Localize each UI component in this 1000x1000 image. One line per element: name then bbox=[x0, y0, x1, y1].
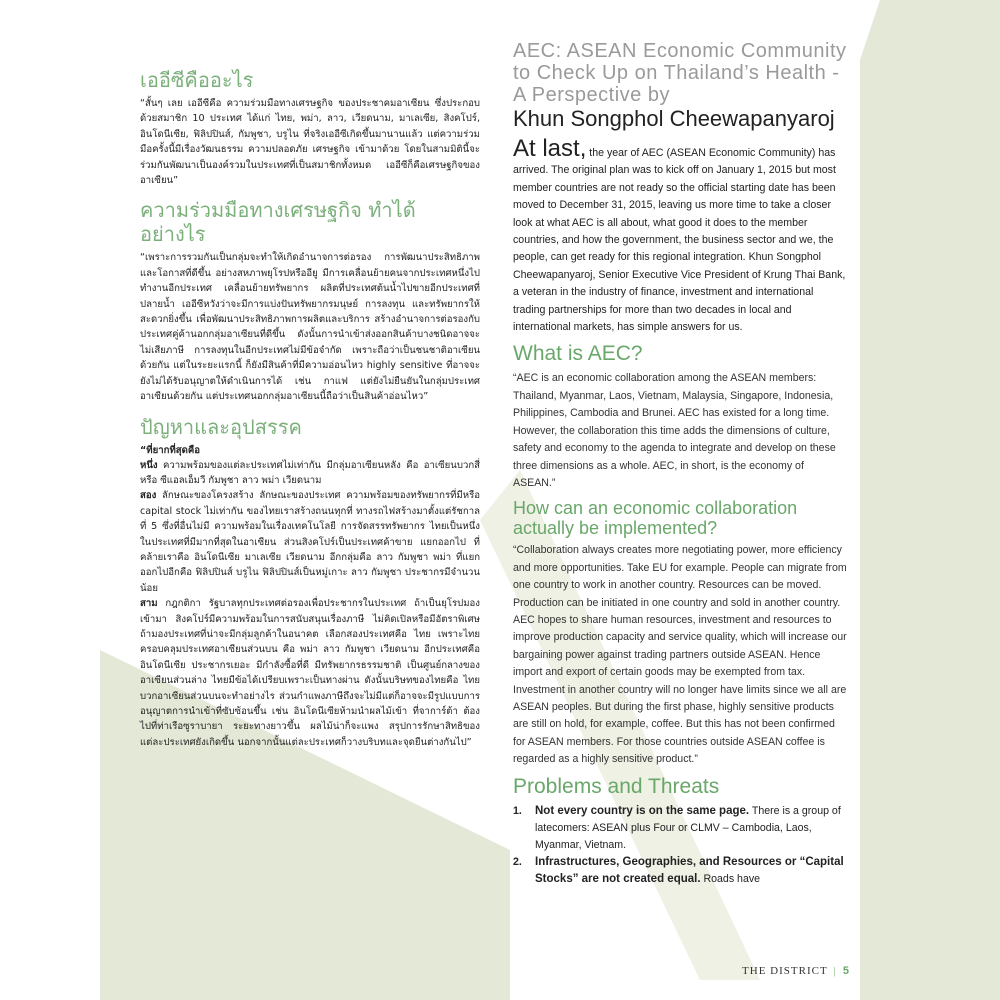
page-number: 5 bbox=[842, 965, 850, 977]
list-item-number: 2. bbox=[513, 855, 522, 868]
thai-problem-item-2 bbox=[140, 488, 480, 596]
list-item-text: Roads have bbox=[700, 872, 761, 885]
paragraph-what-is-aec: “AEC is an economic collaboration among the ASEAN members: Thailand, Myanmar, Laos, Vietnam, Malaysia, Singapore, Indonesia, Philippines, Cambodia and Brunei. AEC has existed for a long time. However, the collaboration this time adds the dimensions of culture, safety and economy to the agenda to integrate and develop on these three dimensions as a whole. AEC, in short, is the economy of ASEAN.” bbox=[513, 372, 836, 489]
lead-dropcap: At last, bbox=[513, 135, 587, 162]
thai-problem-item-3-lead: สาม bbox=[140, 598, 158, 610]
list-item-bold: Not every country is on the same page. bbox=[535, 804, 750, 817]
thai-column bbox=[140, 68, 480, 750]
problems-list-item bbox=[513, 803, 848, 854]
thai-problems-intro: “ที่ยากที่สุดคือ bbox=[140, 444, 201, 456]
lead-text: the year of AEC (ASEAN Economic Community) has arrived. The original plan was to kick off on January 1, 2015 but most member countries are not ready so the official starting date has been moved to December 31, 2015, leaving us more time to take a closer look at what AEC is all about, what good it does to the member countries, and how the government, the business sector and we, the people, can get ready for this regional integration. Khun Songphol Cheewapanyaroj, Senior Executive Vice President of Krung Thai Bank, a veteran in the industry of finance, investment and international trading partnerships for more than two decades in local and international markets, has simple answers for us. bbox=[513, 147, 846, 334]
thai-problem-item-3 bbox=[140, 596, 480, 750]
heading-collaboration: How can an economic collaboration actually be implemented? bbox=[513, 498, 798, 539]
article-author-name: Khun Songphol Cheewapanyaroj bbox=[513, 106, 835, 131]
thai-section-title-problems: ปัญหาและอุปสรรค bbox=[140, 414, 302, 439]
thai-problem-item-3-text: กฎกติกา รัฐบาลทุกประเทศต่อรองเพื่อประชากรในประเทศ ถ้าเป็นยุโรปมองเข้ามา สิงคโปร์มีความพร้อมในการสนับสนุนเรื่องภาษี ไม่คิดเปิลหรือมีอัตราพิเศษ ถ้ามองประเทศที่น่าจะมีกลุ่มลูกค้าในอนาคต เลือกสองประเทศคือ ไทย เพราะไทยครอบคลุมประเทศอาเซียนส่วนบน คือ พม่า ลาว กัมพูชา เวียดนาม อีกประเทศคือ อินโดนีเซีย ประชากรเยอะ มีกำลังซื้อที่ดี มีทรัพยากรธรรมชาติ เป็นศูนย์กลางของอาเซียนส่วนล่าง ไทยมีข้อได้เปรียบเพราะเป็นทางผ่าน ดังนั้นบริษทของไทยคือ ไทยบวกอาเซียนส่วนบนจะทำอย่างไร ส่วนกำแพงภาษีถึงจะไม่มีแต่ก็อาจจะมีรูปแบบการอนุญาตการนำเข้าที่ซับซ้อนขึ้น เช่น อินโดนีเซียห้ามนำผลไม้เข้า ที่จาการ์ต้า ต้องไปที่ท่าเรือซูราบายา ระยะทางยาวขึ้น ผลไม้น่าก็จะแพง สรุปการรักษาสิทธิของแต่ละประเทศยังเกิดขึ้น นอกจากนั้นแต่ละประเทศก็วางบริบทและจุดยืนต่างกันไป” bbox=[140, 598, 480, 748]
article-title: AEC: ASEAN Economic Community to Check Up on Thailand’s Health - A Perspective by bbox=[513, 40, 847, 106]
problems-list-item bbox=[513, 854, 848, 888]
problems-list bbox=[513, 803, 848, 888]
page-footer bbox=[742, 965, 850, 977]
thai-problem-item-2-text: ลักษณะของโครงสร้าง ลักษณะของประเทศ ความพร้อมของทรัพยากรที่มีหรือ capital stock ไม่เท่ากัน ของไทยเราสร้างถนนทุกที่ ทางรถไฟสร้างมาตั้งแต่รัชกาลที่ 5 ซึ่งที่อื่นไม่มี ความพร้อมในเรื่องเทคโนโลยี การจัดสรรทรัพยากร ไทยเป็นหนึ่งในประเทศที่มีมากที่สุดในอาเซียน ส่วนสิงคโปร์เป็นประเทศค้าขาย แยกออกไป ที่คล้ายเราคือ อินโดนีเซีย มาเลเซีย เวียดนาม อีกกลุ่มคือ ลาว กัมพูชา พม่า ที่แยกออกไปอีกคือ ฟิลิปปินส์ บรูไน ฟิลิปปินส์เป็นหมู่เกาะ ลาว กัมพูชา ประชากรมีจำนวนน้อย bbox=[140, 490, 480, 594]
thai-section-text-collaboration: “เพราะการรวมกันเป็นกลุ่มจะทำให้เกิดอำนาจการต่อรอง การพัฒนาประสิทธิภาพ และโอกาสที่ดีขึ้น อย่างสหภาพยุโรปหรืออียู มีการเคลื่อนย้ายคนจากประเทศหนึ่งไปทำงานอีกประเทศ เคลื่อนย้ายทรัพยากร ผลิตที่ประเทศต้นน้ำไปขายอีกประเทศที่ปลายน้ำ เออีซีหวังว่าจะมีการแบ่งปันทรัพยากรมนุษย์ การลงทุน และทรัพยากรให้สะดวกยิ่งขึ้น เพื่อพัฒนาประสิทธิภาพการผลิตและบริการ สร้างอำนาจการต่อรองกับประเทศคู่ค้านอกกลุ่มอาเซียนที่ดีขึ้น ดังนั้นการนำเข้าส่งออกสินค้าบางชนิดอาจจะไม่เสียภาษี การลงทุนในอีกประเทศไม่มีข้อจำกัด เพราะถือว่าเป็นชนชาติอาเซียนด้วยกัน แต่ในระยะแรกนี้ ก็ยังมีสินค้าที่มีความอ่อนไหว highly sensitive ที่อาจจะยังไม่ได้รับอนุญาตให้ดำเนินการได้ เช่น กาแฟ แต่ยังไม่ยืนยันในกลุ่มประเทศอาเซียนด้วยกัน แต่ประเทศนอกกลุ่มอาเซียนนี้ถือว่าเป็นสินค้าอ่อนไหว” bbox=[140, 252, 480, 403]
lead-paragraph bbox=[513, 135, 848, 336]
publication-name: THE DISTRICT bbox=[742, 965, 828, 977]
thai-problem-item-1 bbox=[140, 458, 480, 489]
thai-problem-item-1-lead: หนึ่ง bbox=[140, 459, 158, 471]
english-column bbox=[513, 40, 848, 888]
heading-problems: Problems and Threats bbox=[513, 774, 720, 798]
thai-problem-item-2-lead: สอง bbox=[140, 490, 157, 502]
footer-separator: | bbox=[833, 965, 837, 977]
thai-section-title-collaboration: ความร่วมมือทางเศรษฐกิจ ทำได้อย่างไร bbox=[140, 198, 416, 247]
thai-problem-item-1-text: ความพร้อมของแต่ละประเทศไม่เท่ากัน มีกลุ่มอาเซียนหลัง คือ อาเซียนบวกสี่ หรือ ซีแอลเอ็มวี กัมพูชา ลาว พม่า เวียดนาม bbox=[140, 459, 480, 486]
paragraph-collaboration: “Collaboration always creates more negotiating power, more efficiency and more opportunities. Take EU for example. People can migrate from one country to work in another country. Resources can be moved. Production can be initiated in one country and sold in another country. AEC hopes to share human resources, investment and resources to improve production capacity and service quality, which will increase our bargaining power against trading partners outside ASEAN. Hence import and export of certain goods may be exempted from tax. Investment in another country will no longer have limits since we all are ASEAN peoples. But during the first phase, highly sensitive products are still on hold, for example, coffee. But this has not been confirmed for ASEAN members. For those countries outside ASEAN coffee is regarded as a highly sensitive product.” bbox=[513, 544, 847, 766]
thai-section-title-what-is-aec: เออีซีคืออะไร bbox=[140, 68, 254, 92]
heading-what-is-aec: What is AEC? bbox=[513, 342, 643, 366]
list-item-number: 1. bbox=[513, 804, 522, 817]
list-item-bold: Infrastructures, Geographies, and Resources or “Capital Stocks” are not created equal. bbox=[535, 855, 844, 885]
thai-section-text-what-is-aec: “สั้นๆ เลย เออีซีคือ ความร่วมมือทางเศรษฐกิจ ของประชาคมอาเซียน ซึ่งประกอบด้วยสมาชิก 10 ประเทศ ได้แก่ ไทย, พม่า, ลาว, เวียดนาม, มาเลเซีย, สิงคโปร์, อินโดนีเซีย, ฟิลิปปินส์, กัมพูชา, บรูไน ที่จริงเออีซีเกิดขึ้นมานานแล้ว แต่ความร่วมมือครั้งนี้มีเรื่องวัฒนธรรม ความปลอดภัย เศรษฐกิจ เข้ามาด้วย โดยในสามมิตินี้จะร่วมกันพัฒนาเป็นองค์รวมในประเทศที่เป็นสมาชิกทั้งหมด เออีซีก็คือเศรษฐกิจของอาเซียน” bbox=[140, 98, 480, 187]
list-item-text: There is a group of latecomers: ASEAN plus Four or CLMV – Cambodia, Laos, Myanmar, Vietnam. bbox=[535, 804, 841, 851]
